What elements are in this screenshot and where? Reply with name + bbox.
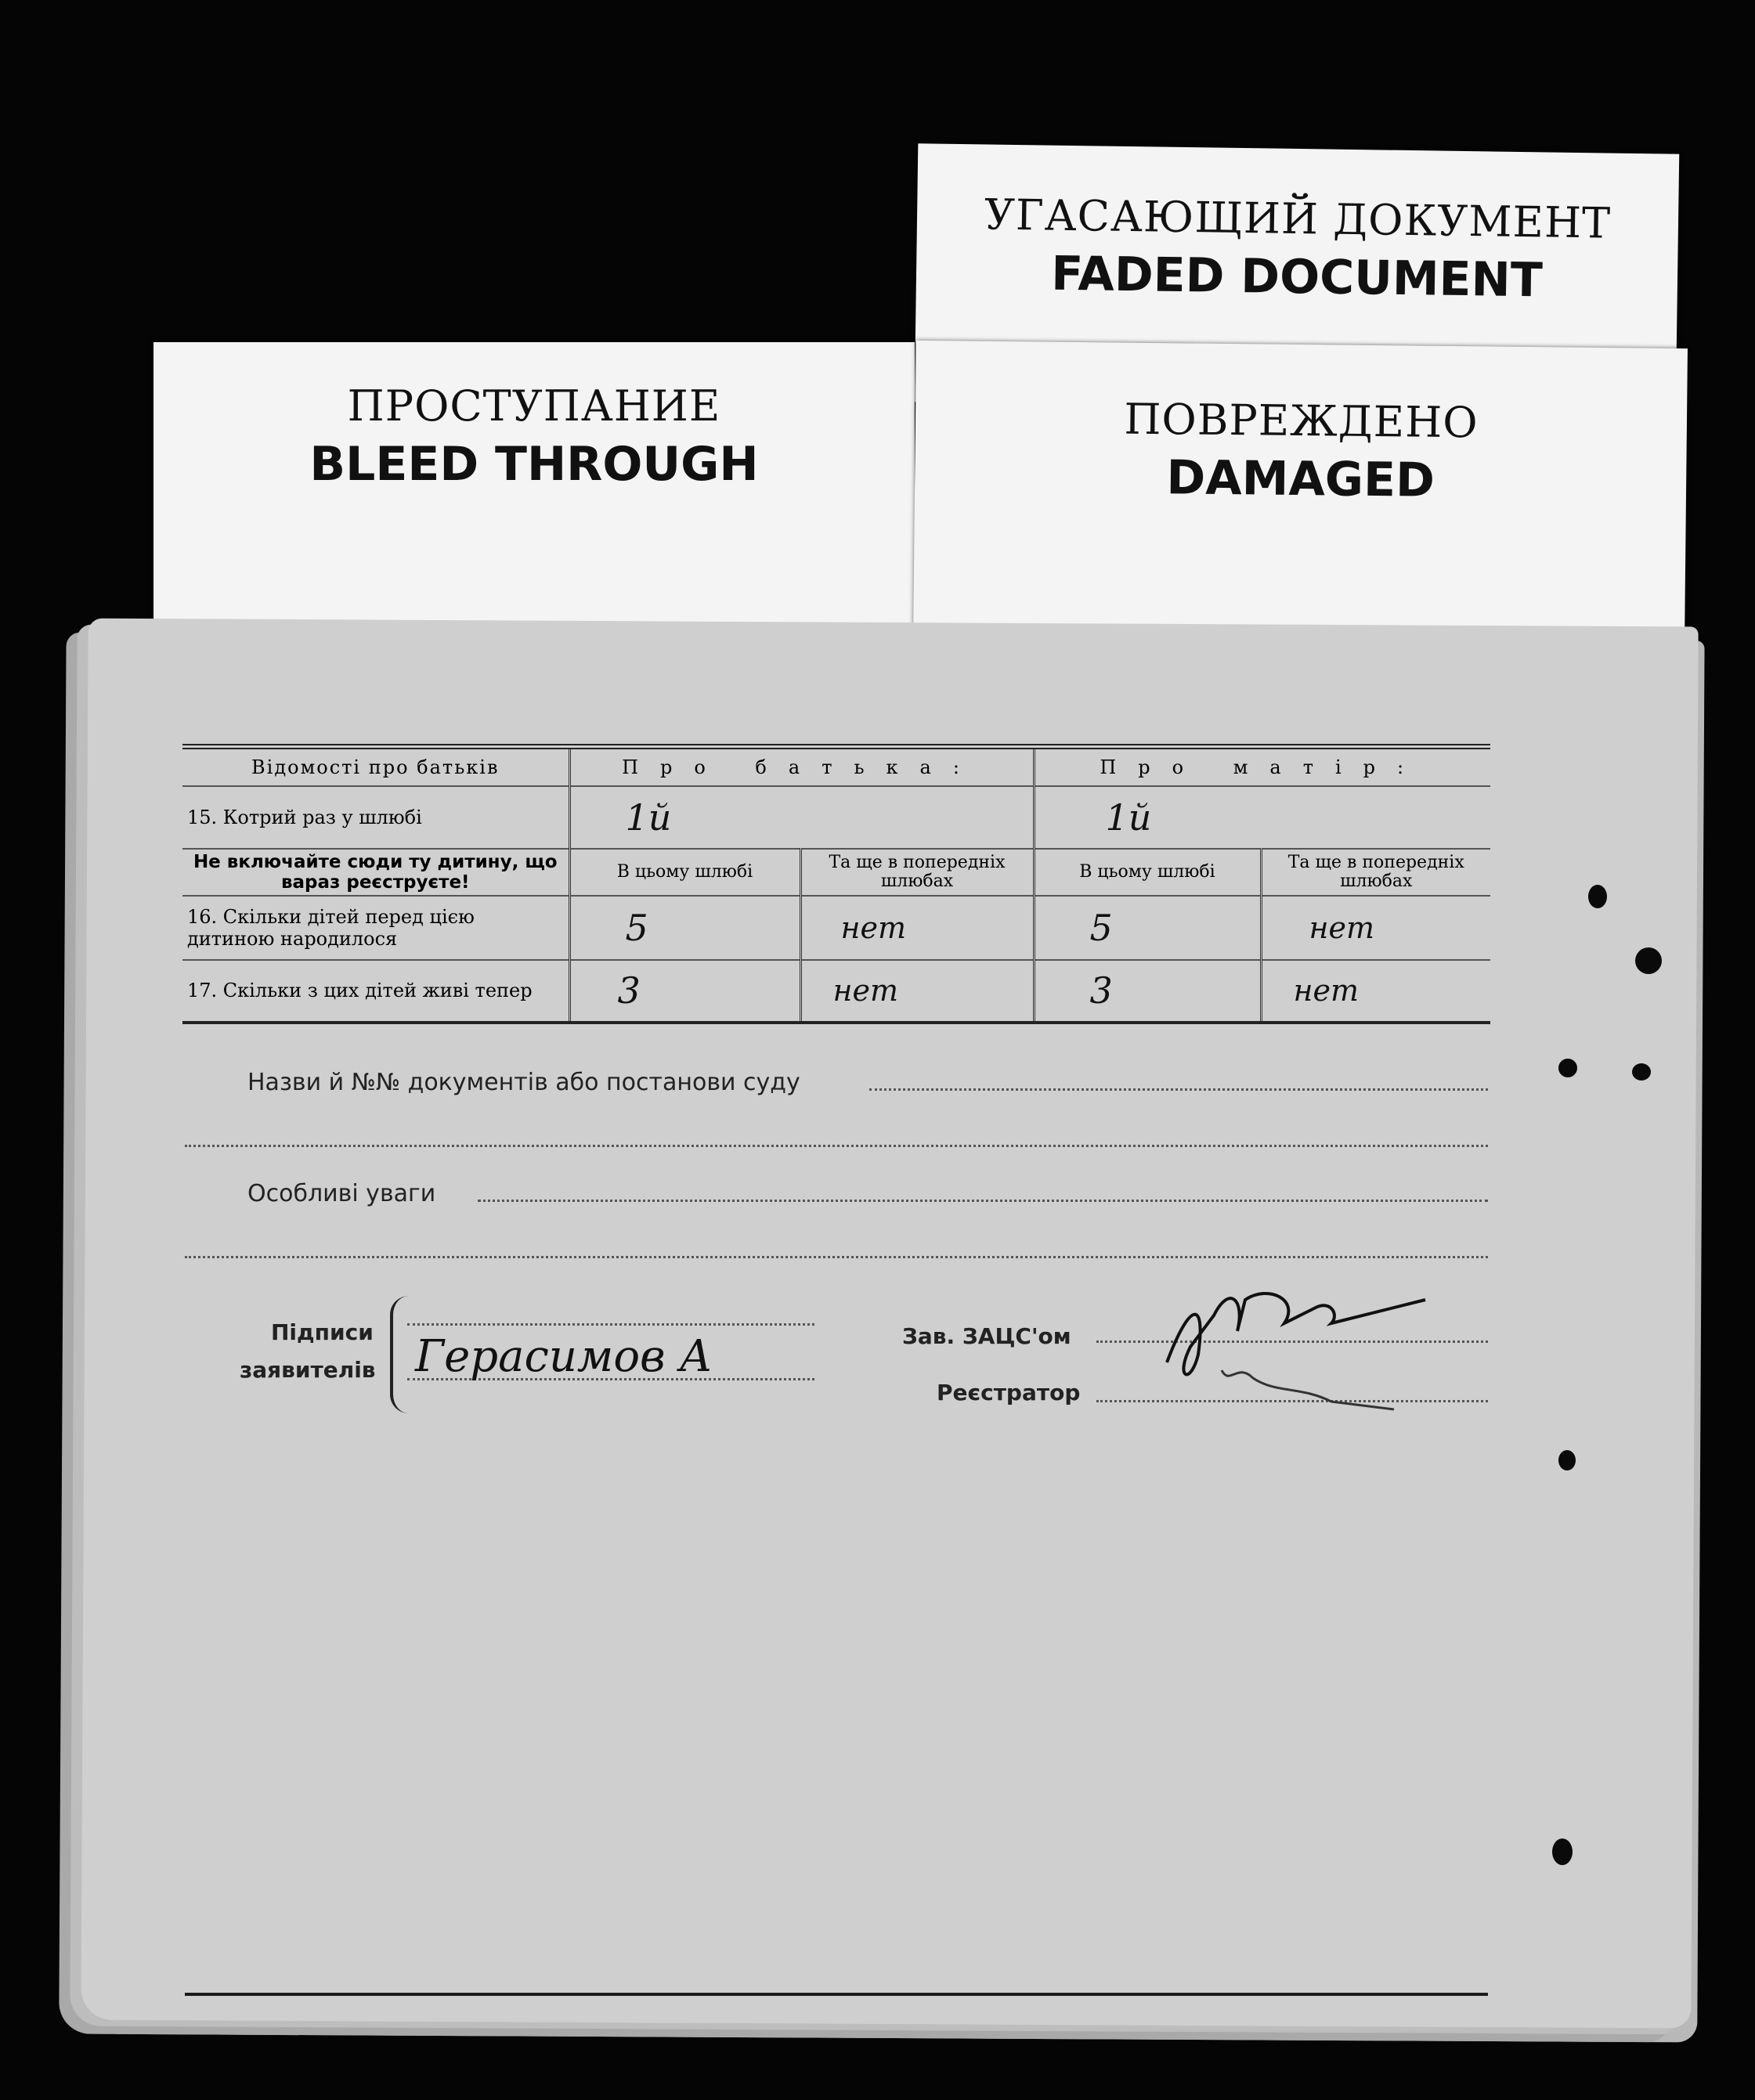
- table-row-15: [182, 786, 1490, 849]
- punch-hole: [1635, 947, 1662, 974]
- father-this-marriage-header: В цьому шлюбі: [569, 849, 800, 896]
- table-row-16: [182, 896, 1490, 960]
- mother-this-marriage-header: В цьому шлюбі: [1034, 849, 1261, 896]
- faded-card-en: FADED DOCUMENT: [1050, 246, 1544, 309]
- row16-mother-prev: нет: [1261, 896, 1490, 960]
- row15-father-value: 1й: [569, 786, 1034, 849]
- row16-label: 16. Скільки дітей перед цією дитиною народилося: [182, 896, 569, 960]
- row17-father-this: 3: [569, 960, 800, 1023]
- damaged-card: [913, 341, 1688, 646]
- remarks-line: [478, 1200, 1488, 1202]
- faded-card-ru: УГАСАЮЩИЙ ДОКУМЕНТ: [984, 189, 1612, 248]
- signatures-label-2: заявителів: [240, 1357, 376, 1383]
- bleed-card-ru: ПРОСТУПАНИЕ: [347, 381, 721, 431]
- bleed-card-en: BLEED THROUGH: [309, 437, 759, 492]
- applicant-signature: Герасимов А: [415, 1331, 713, 1382]
- row17-label: 17. Скільки з цих дітей живі тепер: [182, 960, 569, 1023]
- row15-mother-value: 1й: [1034, 786, 1490, 849]
- exclusion-note: Не включайте сюди ту дитину, що вараз реєструєте!: [182, 849, 569, 896]
- parents-table: [182, 744, 1490, 1024]
- damaged-card-en: DAMAGED: [1166, 450, 1435, 508]
- father-prev-marriages-header: Та ще в попередніх шлюбах: [800, 849, 1034, 896]
- table-subheader-row: [182, 849, 1490, 896]
- documents-label: Назви й №№ документів або постанови суду: [247, 1069, 800, 1096]
- row17-mother-prev: нет: [1261, 960, 1490, 1023]
- punch-hole: [1558, 1450, 1576, 1470]
- signature-brace: [390, 1296, 409, 1413]
- damaged-card-ru: ПОВРЕЖДЕНО: [1124, 394, 1479, 448]
- row17-mother-this: 3: [1034, 960, 1261, 1023]
- documents-line-2: [185, 1145, 1488, 1147]
- bottom-rule: [185, 1993, 1488, 1996]
- row16-father-prev: нет: [800, 896, 1034, 960]
- row16-father-this: 5: [569, 896, 800, 960]
- signature-line-1: [407, 1323, 814, 1326]
- documents-line: [869, 1088, 1488, 1091]
- header-about-father: Про батька:: [569, 747, 1034, 786]
- mother-prev-marriages-header: Та ще в попередніх шлюбах: [1261, 849, 1490, 896]
- row17-father-prev: нет: [800, 960, 1034, 1023]
- remarks-label: Особливі уваги: [247, 1180, 436, 1207]
- punch-hole: [1632, 1063, 1651, 1081]
- punch-hole: [1552, 1838, 1573, 1865]
- punch-hole: [1588, 885, 1607, 908]
- punch-hole: [1558, 1059, 1577, 1077]
- header-parents-info: Відомості про батьків: [182, 747, 569, 786]
- official-signature: [1143, 1253, 1441, 1441]
- row16-mother-this: 5: [1034, 896, 1261, 960]
- header-about-mother: Про матір:: [1034, 747, 1490, 786]
- row15-label: 15. Котрий раз у шлюбі: [182, 786, 569, 849]
- table-header-row: [182, 747, 1490, 786]
- table-row-17: [182, 960, 1490, 1023]
- head-label: Зав. ЗАЦС'ом: [902, 1323, 1071, 1349]
- signatures-label-1: Підписи: [271, 1319, 374, 1345]
- bleed-through-card: [153, 342, 915, 640]
- registrar-label: Реєстратор: [937, 1380, 1081, 1405]
